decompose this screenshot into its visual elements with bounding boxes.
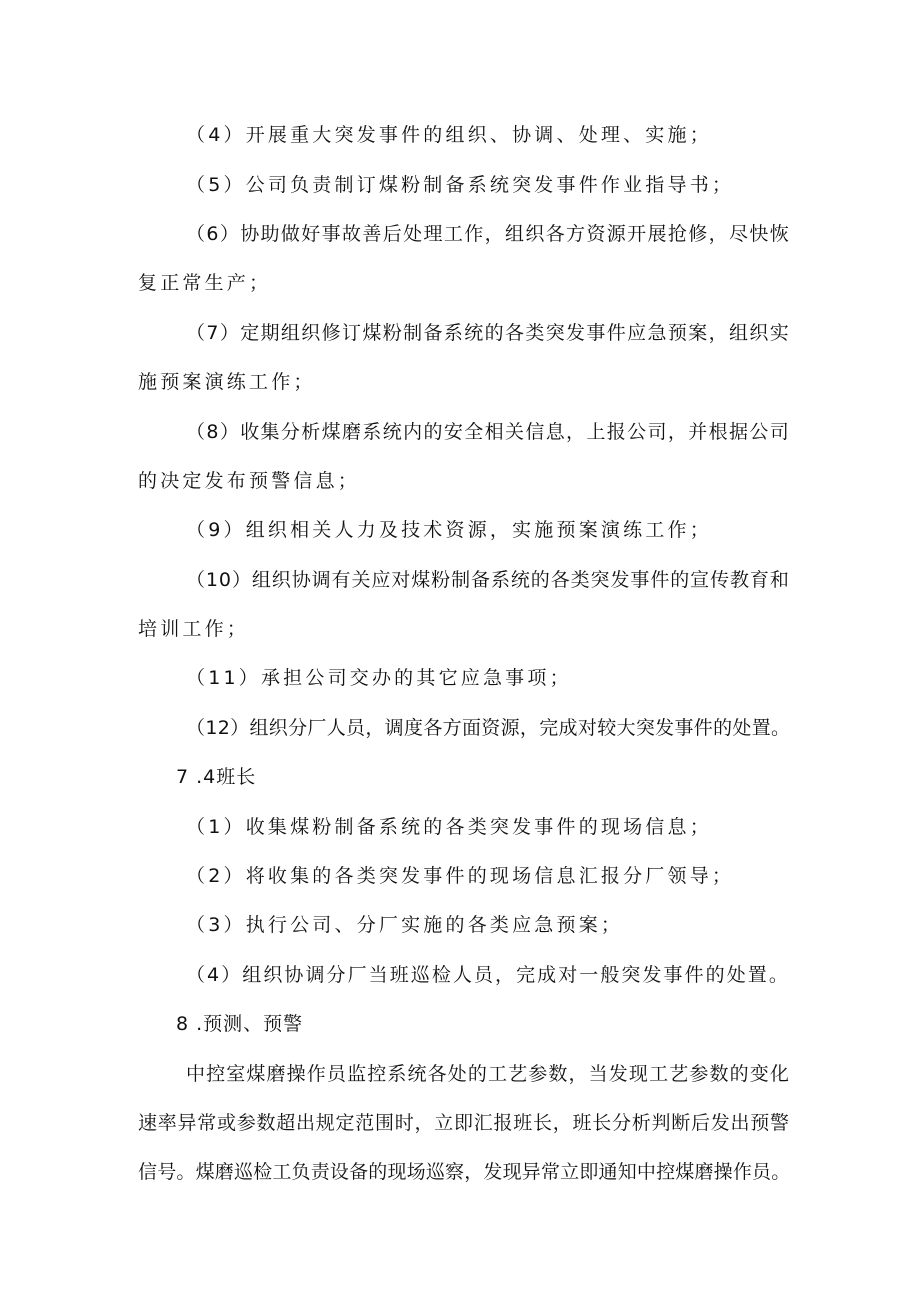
paragraph-item-6-continued: 复正常生产； bbox=[138, 272, 272, 294]
paragraph-item-2: （2）将收集的各类突发事件的现场信息汇报分厂领导； bbox=[186, 865, 735, 887]
body-paragraph-line-3: 信号。煤磨巡检工负责设备的现场巡察，发现异常立即通知中控煤磨操作员。 bbox=[138, 1161, 791, 1183]
paragraph-item-10-continued: 培训工作； bbox=[138, 618, 250, 640]
paragraph-item-4: （4）开展重大突发事件的组织、协调、处理、实施； bbox=[186, 124, 712, 146]
body-paragraph-line-2: 速率异常或参数超出规定范围时，立即汇报班长，班长分析判断后发出预警 bbox=[138, 1112, 790, 1134]
section-heading-8: 8 .预测、预警 bbox=[176, 1013, 304, 1035]
body-paragraph-line-1: 中控室煤磨操作员监控系统各处的工艺参数，当发现工艺参数的变化 bbox=[186, 1063, 791, 1085]
paragraph-item-5: （5）公司负责制订煤粉制备系统突发事件作业指导书； bbox=[186, 174, 735, 196]
paragraph-item-9: （9）组织相关人力及技术资源，实施预案演练工作； bbox=[186, 519, 712, 541]
paragraph-item-6: （6）协助做好事故善后处理工作，组织各方资源开展抢修，尽快恢 bbox=[186, 223, 791, 245]
paragraph-item-10: （10）组织协调有关应对煤粉制备系统的各类突发事件的宣传教育和 bbox=[186, 569, 790, 591]
paragraph-item-12: （12）组织分厂人员，调度各方面资源，完成对较大突发事件的处置。 bbox=[186, 717, 791, 739]
paragraph-item-8-continued: 的决定发布预警信息； bbox=[138, 470, 361, 492]
paragraph-item-4-duty: （4）组织协调分厂当班巡检人员，完成对一般突发事件的处置。 bbox=[186, 964, 790, 986]
section-heading-7-4: 7 .4班长 bbox=[176, 766, 257, 788]
paragraph-item-1: （1）收集煤粉制备系统的各类突发事件的现场信息； bbox=[186, 816, 712, 838]
paragraph-item-8: （8）收集分析煤磨系统内的安全相关信息，上报公司，并根据公司 bbox=[186, 421, 791, 443]
paragraph-item-11: （11）承担公司交办的其它应急事项； bbox=[186, 667, 572, 689]
paragraph-item-7-continued: 施预案演练工作； bbox=[138, 371, 316, 393]
paragraph-item-7: （7）定期组织修订煤粉制备系统的各类突发事件应急预案，组织实 bbox=[186, 322, 791, 344]
paragraph-item-3: （3）执行公司、分厂实施的各类应急预案； bbox=[186, 914, 624, 936]
